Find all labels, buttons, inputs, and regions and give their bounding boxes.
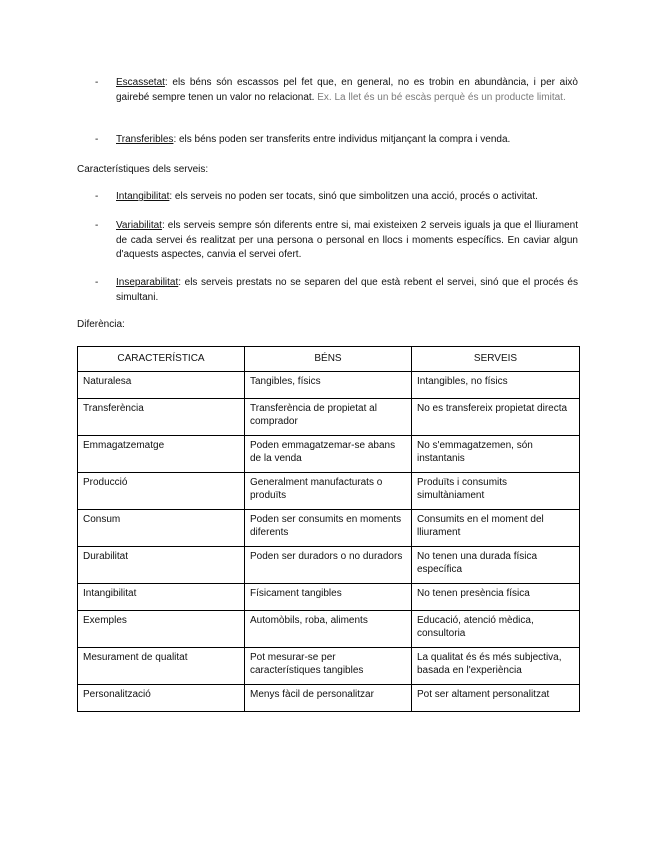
goods-cell: Poden emmagatzemar-se abans de la venda: [245, 436, 412, 473]
header-goods: BÉNS: [245, 347, 412, 372]
list-item-transferable: [95, 133, 578, 148]
table-row: [78, 510, 580, 547]
table-row: [78, 473, 580, 510]
definition-transferable: : els béns poden ser transferits entre individus mitjançant la compra i venda.: [173, 134, 511, 145]
table-row: [78, 547, 580, 584]
row-label: Personalització: [78, 685, 245, 712]
services-cell: Educació, atenció mèdica, consultoria: [412, 611, 580, 648]
table-row: [78, 372, 580, 399]
row-label: Naturalesa: [78, 372, 245, 399]
term-variability: Variabilitat: [116, 220, 162, 231]
list-item-variability: [95, 219, 578, 263]
services-cell: Produïts i consumits simultàniament: [412, 473, 580, 510]
header-characteristic: CARACTERÍSTICA: [78, 347, 245, 372]
bullet-dash: -: [95, 191, 99, 202]
table-row: [78, 611, 580, 648]
table-row: [78, 584, 580, 611]
row-label: Mesurament de qualitat: [78, 648, 245, 685]
row-label: Durabilitat: [78, 547, 245, 584]
bullet-dash: -: [95, 277, 99, 288]
table-row: [78, 685, 580, 712]
definition-intangibility: : els serveis no poden ser tocats, sinó que simbolitzen una acció, procés o activitat.: [169, 191, 538, 202]
services-cell: No es transfereix propietat directa: [412, 399, 580, 436]
term-scarcity: Escassetat: [116, 77, 165, 88]
goods-cell: Transferència de propietat al comprador: [245, 399, 412, 436]
row-label: Consum: [78, 510, 245, 547]
header-services: SERVEIS: [412, 347, 580, 372]
comparison-table: [77, 346, 580, 712]
term-intangibility: Intangibilitat: [116, 191, 170, 202]
row-label: Producció: [78, 473, 245, 510]
goods-cell: Tangibles, físics: [245, 372, 412, 399]
services-cell: La qualitat és és més subjectiva, basada en l'experiència: [412, 648, 580, 685]
table-row: [78, 436, 580, 473]
services-cell: No s'emmagatzemen, són instantanis: [412, 436, 580, 473]
services-cell: Consumits en el moment del lliurament: [412, 510, 580, 547]
bullet-dash: -: [95, 220, 99, 231]
term-inseparability: Inseparabilitat: [116, 277, 179, 288]
goods-cell: Pot mesurar-se per característiques tangibles: [245, 648, 412, 685]
row-label: Emmagatzematge: [78, 436, 245, 473]
services-cell: No tenen una durada física específica: [412, 547, 580, 584]
list-item-scarcity: [95, 76, 578, 105]
row-label: Intangibilitat: [78, 584, 245, 611]
difference-heading: Diferència:: [77, 319, 125, 330]
services-cell: Intangibles, no físics: [412, 372, 580, 399]
bullet-dash: -: [95, 77, 99, 88]
definition-scarcity: : els béns són escassos pel fet que, en general, no es trobin en abundància, i per això gairebé sempre tenen un valor no relacionat.: [116, 77, 578, 103]
goods-cell: Generalment manufacturats o produïts: [245, 473, 412, 510]
definition-inseparability: : els serveis prestats no se separen del que està rebent el servei, sinó que el procés és simultani.: [116, 277, 578, 303]
services-cell: No tenen presència física: [412, 584, 580, 611]
goods-cell: Físicament tangibles: [245, 584, 412, 611]
bullet-dash: -: [95, 134, 99, 145]
definition-variability: : els serveis sempre són diferents entre si, mai existeixen 2 serveis iguals ja que el lliurament de cada servei és realitzat per una persona o personal en llocs i moments específics. En caviar algun d'aquests aspectes, canvia el servei ofert.: [116, 220, 578, 261]
goods-cell: Menys fàcil de personalitzar: [245, 685, 412, 712]
services-cell: Pot ser altament personalitzat: [412, 685, 580, 712]
list-item-intangibility: [95, 190, 578, 205]
table-header-row: [78, 347, 580, 372]
table-row: [78, 648, 580, 685]
table-row: [78, 399, 580, 436]
row-label: Transferència: [78, 399, 245, 436]
goods-cell: Poden ser duradors o no duradors: [245, 547, 412, 584]
term-transferable: Transferibles: [116, 134, 174, 145]
goods-cell: Poden ser consumits en moments diferents: [245, 510, 412, 547]
goods-cell: Automòbils, roba, aliments: [245, 611, 412, 648]
row-label: Exemples: [78, 611, 245, 648]
services-heading: Característiques dels serveis:: [77, 164, 209, 175]
example-scarcity: Ex. La llet és un bé escàs perquè és un producte limitat.: [314, 91, 566, 103]
list-item-inseparability: [95, 276, 578, 305]
